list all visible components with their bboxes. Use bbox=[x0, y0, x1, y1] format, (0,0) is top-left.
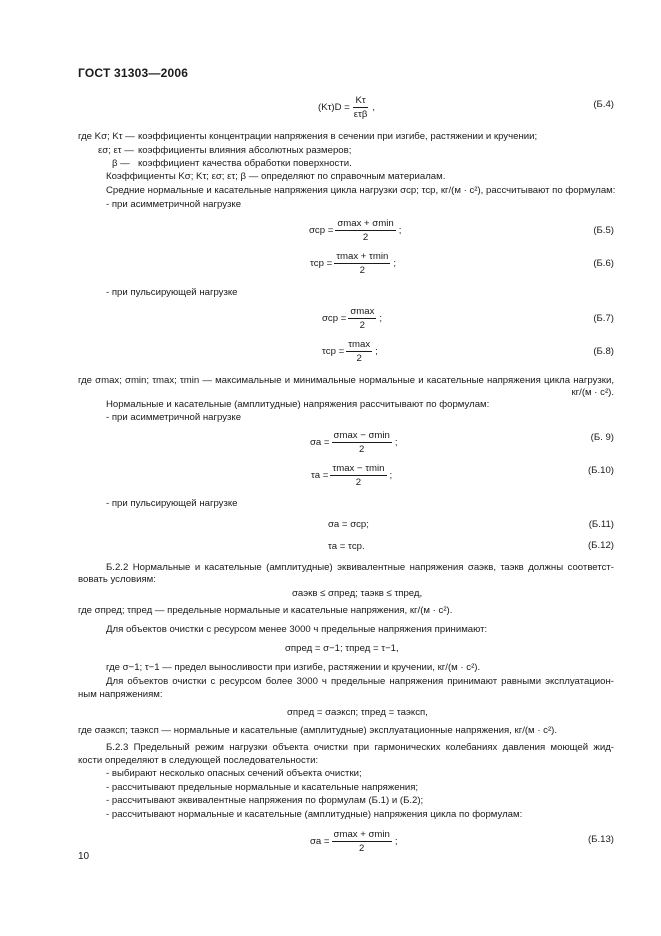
fraction bbox=[352, 95, 370, 120]
equation-lhs: τср = bbox=[310, 258, 333, 269]
fraction-numerator: σmax + σmin bbox=[337, 218, 394, 229]
paragraph-line: ным напряжениям: bbox=[78, 689, 163, 700]
paragraph-line: вовать условиям: bbox=[78, 574, 156, 585]
fraction-numerator: τmax bbox=[348, 339, 371, 350]
equation-b11 bbox=[328, 519, 369, 530]
paragraph-line: Средние нормальные и касательные напряжения цикла нагрузки σср; τср, кг/(м · с²), рассчитывают по формулам: bbox=[106, 185, 616, 196]
paragraph-line: где σ−1; τ−1 — предел выносливости при изгибе, растяжении и кручении, кг/(м · с²). bbox=[106, 662, 481, 673]
equation-lhs: σа = σср; bbox=[328, 519, 369, 530]
equation-lhs: τа = bbox=[311, 470, 329, 481]
definition-text: коэффициент качества обработки поверхности. bbox=[138, 158, 352, 169]
equation-number: (Б.13) bbox=[587, 834, 614, 845]
equation-lhs: σср = bbox=[322, 313, 347, 324]
paragraph-line: где σпред; τпред — предельные нормальные и касательные напряжения, кг/(м · с²). bbox=[78, 605, 453, 616]
document-header: ГОСТ 31303—2006 bbox=[78, 66, 189, 80]
fraction-denominator: 2 bbox=[362, 232, 369, 243]
equation-b12 bbox=[328, 541, 365, 552]
paragraph-line: где σmax; σmin; τmax; τmin — максимальные и минимальные нормальные и касательные напряжения цикла нагрузки, bbox=[78, 375, 614, 386]
equation-b8 bbox=[322, 339, 378, 364]
equation-lhs: (Kτ)D = bbox=[318, 102, 350, 113]
list-item: - рассчитывают предельные нормальные и касательные напряжения; bbox=[106, 782, 419, 793]
paragraph-line: Нормальные и касательные (амплитудные) напряжения рассчитывают по формулам: bbox=[106, 399, 490, 410]
fraction bbox=[335, 218, 395, 243]
equation-punct: ; bbox=[393, 258, 396, 269]
fraction-denominator: 2 bbox=[355, 477, 362, 488]
fraction-numerator: τmax + τmin bbox=[336, 251, 389, 262]
fraction bbox=[346, 339, 372, 364]
inline-formula: σаэкв ≤ σпред; τаэкв ≤ τпред, bbox=[292, 588, 423, 599]
inline-formula: σпред = σ−1; τпред = τ−1, bbox=[285, 643, 399, 654]
equation-lhs: σа = bbox=[310, 836, 330, 847]
equation-lhs: τср = bbox=[322, 346, 345, 357]
equation-lhs: σа = bbox=[310, 437, 330, 448]
page-number: 10 bbox=[78, 851, 90, 862]
list-item: - при пульсирующей нагрузке bbox=[106, 498, 238, 509]
fraction-denominator: 2 bbox=[359, 320, 366, 331]
paragraph-line: где σаэксп; τаэксп — нормальные и касательные (амплитудные) эксплуатационные напряжения, кг/(м · с²). bbox=[78, 725, 558, 736]
fraction-denominator: 2 bbox=[359, 265, 365, 276]
equation-punct: ; bbox=[394, 836, 398, 847]
definition-text: коэффициенты концентрации напряжения в сечении при изгибе, растяжении и кручении; bbox=[138, 131, 538, 142]
equation-punct: ; bbox=[389, 470, 393, 481]
equation-b13 bbox=[310, 829, 398, 854]
definition-text: коэффициенты влияния абсолютных размеров; bbox=[138, 145, 352, 156]
paragraph-line: Для объектов очистки с ресурсом более 3000 ч предельные напряжения принимают равными эксплуатацион- bbox=[106, 676, 614, 687]
equation-number: (Б.11) bbox=[588, 519, 614, 530]
definition-term: где Kσ; Kτ — bbox=[78, 131, 135, 142]
equation-b9 bbox=[310, 430, 398, 455]
fraction-numerator: Kτ bbox=[355, 95, 366, 106]
list-item: - рассчитывают эквивалентные напряжения по формулам (Б.1) и (Б.2); bbox=[106, 795, 424, 806]
equation-b5 bbox=[309, 218, 401, 243]
paragraph-line: Коэффициенты Kσ; Kτ; εσ; ετ; β — определяют по справочным материалам. bbox=[106, 171, 446, 182]
equation-punct: ; bbox=[375, 346, 378, 357]
fraction-numerator: σmax bbox=[350, 306, 375, 317]
equation-punct: ; bbox=[398, 225, 402, 236]
fraction bbox=[330, 463, 386, 488]
paragraph-line: кг/(м · с²). bbox=[571, 387, 614, 398]
equation-number: (Б.4) bbox=[593, 99, 614, 110]
equation-punct: ; bbox=[394, 437, 398, 448]
equation-number: (Б.6) bbox=[593, 258, 614, 269]
equation-lhs: τа = τср. bbox=[328, 541, 365, 552]
fraction-denominator: ετβ bbox=[353, 109, 368, 120]
fraction bbox=[348, 306, 376, 331]
fraction-denominator: 2 bbox=[356, 353, 362, 364]
list-item: - при асимметричной нагрузке bbox=[106, 199, 242, 210]
definition-term: β — bbox=[112, 158, 130, 169]
fraction bbox=[332, 829, 392, 854]
equation-b7 bbox=[322, 306, 382, 331]
equation-b10 bbox=[311, 463, 392, 488]
equation-number: (Б.12) bbox=[587, 540, 614, 551]
paragraph-line: кости определяют в следующей последовательности: bbox=[78, 755, 319, 766]
equation-number: (Б.5) bbox=[593, 225, 614, 236]
list-item: - при асимметричной нагрузке bbox=[106, 412, 242, 423]
fraction-denominator: 2 bbox=[359, 444, 365, 455]
fraction-numerator: τmax − τmin bbox=[332, 463, 385, 474]
equation-b6 bbox=[310, 251, 396, 276]
list-item: - рассчитывают нормальные и касательные (амплитудные) напряжения цикла по формулам: bbox=[106, 809, 523, 820]
equation-number: (Б.10) bbox=[587, 465, 614, 476]
fraction bbox=[332, 430, 392, 455]
paragraph-line: Б.2.3 Предельный режим нагрузки объекта очистки при гармонических колебаниях давления моющей жид- bbox=[106, 742, 614, 753]
paragraph-line: Для объектов очистки с ресурсом менее 3000 ч предельные напряжения принимают: bbox=[106, 624, 488, 635]
fraction-numerator: σmax − σmin bbox=[333, 430, 390, 441]
list-item: - при пульсирующей нагрузке bbox=[106, 287, 238, 298]
fraction bbox=[334, 251, 390, 276]
equation-lhs: σср = bbox=[309, 225, 334, 236]
inline-formula: σпред = σаэксп; τпред = τаэксп, bbox=[287, 707, 428, 718]
fraction-denominator: 2 bbox=[359, 843, 365, 854]
equation-punct: ; bbox=[379, 313, 383, 324]
equation-number: (Б.7) bbox=[593, 313, 614, 324]
definition-term: εσ; ετ — bbox=[98, 145, 134, 156]
equation-number: (Б.8) bbox=[593, 346, 614, 357]
equation-b4 bbox=[318, 95, 375, 120]
fraction-numerator: σmax + σmin bbox=[333, 829, 390, 840]
equation-punct: , bbox=[372, 102, 376, 113]
equation-number: (Б. 9) bbox=[590, 432, 614, 443]
paragraph-line: Б.2.2 Нормальные и касательные (амплитудные) эквивалентные напряжения σаэкв, τаэкв должны соответст- bbox=[106, 562, 614, 573]
list-item: - выбирают несколько опасных сечений объекта очистки; bbox=[106, 768, 362, 779]
